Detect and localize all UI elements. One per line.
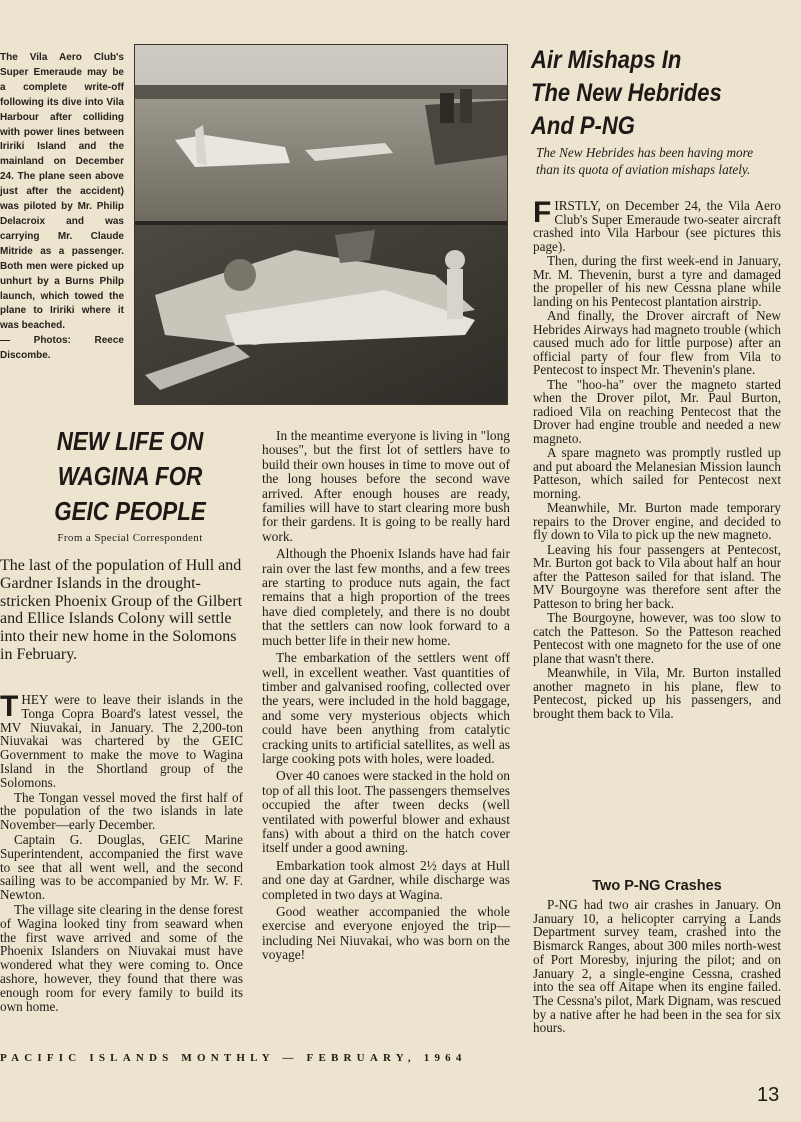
paragraph: The "hoo-ha" over the magneto started when the Drover pilot, Mr. Paul Burton, radioed Vila on reaching Pentecost that the Drover had engine trouble and needed a new magneto. xyxy=(533,376,781,446)
paragraph xyxy=(533,196,781,254)
paragraph: Good weather accompanied the whole exercise and everyone enjoyed the trip—including Nei Niuvakai, who was born on the voyage! xyxy=(262,904,510,963)
caption-text: The Vila Aero Club's Super Emeraude may be a complete write-off following its dive into Vila Harbour after colliding with power lines between Iririki Island and the mainland on December 24. The plane seen above just after the accident) was piloted by Mr. Philip Delacroix and was carrying Mr. Claude Mitride as a passenger. Both men were picked up unhurt by a Burns Philp launch, which towed the plane to Iririki where it was beached. xyxy=(0,52,124,332)
left-article-body xyxy=(0,690,243,1014)
right-article-title xyxy=(531,44,751,143)
title-line: GEIC PEOPLE xyxy=(54,496,206,526)
paragraph: Embarkation took almost 2½ days at Hull and one day at Gardner, while discharge was completed in two days at Wagina. xyxy=(262,857,510,902)
photo-caption xyxy=(0,51,124,364)
title-line: The New Hebrides xyxy=(531,79,722,107)
paragraph: The Bourgoyne, however, was too slow to catch the Patteson. So the Patteson reached Pentecost with one magneto for the use of one plane that wasn't there. xyxy=(533,610,781,666)
title-line: NEW LIFE ON xyxy=(56,426,204,456)
paragraph: A spare magneto was promptly rustled up and put aboard the Melanesian Mission launch Patteson, which sailed for Pentecost next morning. xyxy=(533,445,781,501)
page-number: 13 xyxy=(757,1084,780,1106)
drop-cap: T xyxy=(0,690,19,723)
byline: From a Special Correspondent xyxy=(57,532,203,544)
section-subhead: Two P-NG Crashes xyxy=(592,878,722,894)
title-line: Air Mishaps In xyxy=(531,46,682,74)
right-article-body-2 xyxy=(533,898,781,1036)
paragraph: The Tongan vessel moved the first half of the population of the two islands in late November—early December. xyxy=(0,789,243,833)
left-article-intro: The last of the population of Hull and Gardner Islands in the drought-stricken Phoenix Group of the Gilbert and Ellice Islands Colony will settle into their new home in the Solomons in February. xyxy=(0,557,243,663)
paragraph: Then, during the first week-end in January, Mr. M. Thevenin, burst a tyre and damaged the propeller of his new Cessna plane while landing on his Pentecost plantation airstrip. xyxy=(533,253,781,309)
caption-credit: — Photos: Reece Discombe. xyxy=(0,335,124,362)
drop-cap: F xyxy=(533,196,552,229)
middle-column-body xyxy=(262,429,510,966)
paragraph: Meanwhile, Mr. Burton made temporary repairs to the Drover engine, and decided to fly down to Vila to pick up the new magneto. xyxy=(533,500,781,542)
paragraph: The embarkation of the settlers went off well, in excellent weather. Vast quantities of timber and galvanised roofing, collected over the years, were included in the hold baggage, and some very mysterious objects which could have been anything from catalytic cracking units to artificial satellites, as well as large cooking pots with holes, were loaded. xyxy=(262,650,510,766)
paragraph: P-NG had two air crashes in January. On January 10, a helicopter carrying a Lands Department survey team, crashed into the Bismarck Ranges, about 300 miles north-west of Port Moresby, injuring the pilot; and on January 2, a single-engine Cessna, crashed into the sea off Aitape when its engine failed. The Cessna's pilot, Mark Dignam, was rescued by a native after he had been in the sea for six hours. xyxy=(533,897,781,1036)
page-footer: PACIFIC ISLANDS MONTHLY — FEBRUARY, 1964 xyxy=(0,1052,467,1064)
paragraph-text: HEY were to leave their islands in the Tonga Copra Board's latest vessel, the MV Niuvakai, in January. The 2,200-ton Niuvakai was chartered by the GEIC Government to make the move to Wagina Island in the Shortland group of the Solomons. xyxy=(0,692,243,790)
paragraph: Meanwhile, in Vila, Mr. Burton installed another magneto in his plane, flew to Pentecost, picked up his passengers, and brought them back to Vila. xyxy=(533,665,781,721)
paragraph-text: IRSTLY, on December 24, the Vila Aero Club's Super Emeraude two-seater aircraft crashed into Vila Harbour (see pictures this page). xyxy=(533,198,781,254)
paragraph: And finally, the Drover aircraft of New Hebrides Airways had magneto trouble (which caused much ado for little purpose) after an official party of four flew from Vila to Pentecost to inspect Mr. Thevenin's plane. xyxy=(533,308,781,377)
right-article-body xyxy=(533,196,781,721)
right-article-standfirst: The New Hebrides has been having more than its quota of aviation mishaps lately. xyxy=(536,145,754,177)
paragraph: In the meantime everyone is living in "long houses", but the first lot of settlers have to build their own houses in time to move out of the long houses before the second wave arrived. After enough houses are ready, families will have to start clearing more bush for their gardens. It is going to be really hard work. xyxy=(262,428,510,544)
paragraph: The village site clearing in the dense forest of Wagina looked tiny from seaward when the first wave arrived and some of the Phoenix Islanders on Niuvakai must have wondered what they were coming to. Once ashore, however, they found that there was enough room for every family to build its own home. xyxy=(0,901,243,1014)
title-line: WAGINA FOR xyxy=(57,461,203,491)
title-line: And P-NG xyxy=(531,112,635,140)
seaplane-crash-photo-icon xyxy=(134,44,508,405)
left-article-title xyxy=(27,424,233,529)
paragraph: Captain G. Douglas, GEIC Marine Superintendent, accompanied the first wave to see that all went well, and the second sailing was to be accompanied by Mr. W. F. Newton. xyxy=(0,831,243,903)
paragraph xyxy=(0,690,243,790)
paragraph: Over 40 canoes were stacked in the hold on top of all this loot. The passengers themselves occupied the after tween decks (well ventilated with powerful blower and exhaust fans) with about a third on the hatch cover itself under a good awning. xyxy=(262,768,510,856)
paragraph: Although the Phoenix Islands have had fair rain over the last few months, and a few trees are starting to produce nuts again, the fact remains that a high proportion of the trees have died completely, and there is no doubt that the settlers can now look forward to a much better life in their new home. xyxy=(262,546,510,648)
paragraph: Leaving his four passengers at Pentecost, Mr. Burton got back to Vila about half an hour after the Patteson sailed for that island. The MV Bourgoyne was therefore sent after the Patteson to bring her back. xyxy=(533,541,781,611)
